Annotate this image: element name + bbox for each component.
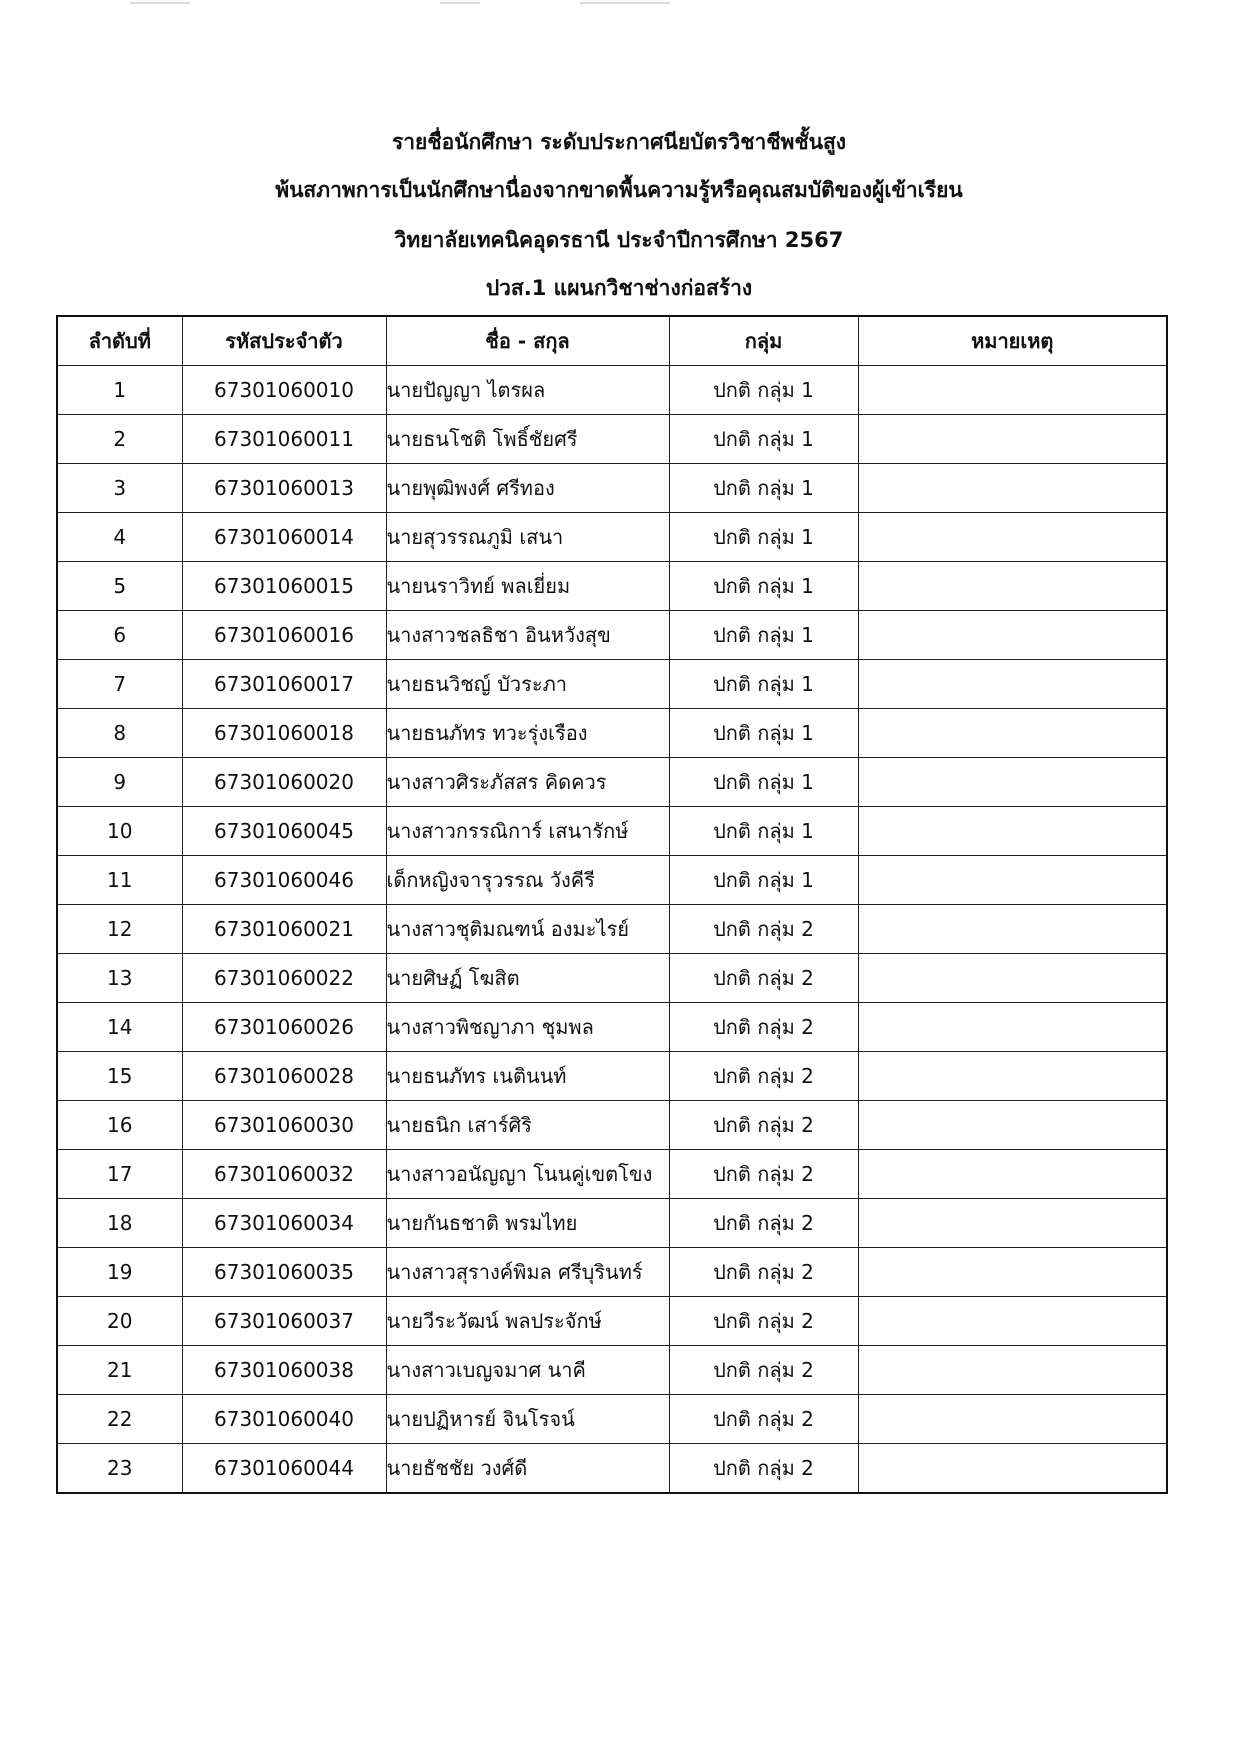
remarks-cell	[858, 1395, 1167, 1444]
student-name: นายสุวรรณภูมิ เสนา	[386, 513, 669, 562]
row-number: 7	[57, 660, 182, 709]
table-row	[57, 954, 1167, 1003]
table-row	[57, 709, 1167, 758]
student-name: เด็กหญิงจารุวรรณ วังคีรี	[386, 856, 669, 905]
student-name: นายธัชชัย วงศ์ดี	[386, 1444, 669, 1494]
student-id: 67301060013	[182, 464, 386, 513]
student-name: นายวีระวัฒน์ พลประจักษ์	[386, 1297, 669, 1346]
student-name: นายธนภัทร เนตินนท์	[386, 1052, 669, 1101]
row-number: 4	[57, 513, 182, 562]
student-id: 67301060046	[182, 856, 386, 905]
remarks-cell	[858, 807, 1167, 856]
student-name: นายธนิก เสาร์ศิริ	[386, 1101, 669, 1150]
student-name: นางสาวเบญจมาศ นาคี	[386, 1346, 669, 1395]
remarks-cell	[858, 1297, 1167, 1346]
student-name: นายธนโชติ โพธิ์ชัยศรี	[386, 415, 669, 464]
student-id: 67301060010	[182, 366, 386, 415]
student-id: 67301060018	[182, 709, 386, 758]
table-row	[57, 1297, 1167, 1346]
student-name: นายศิษฏ์ โฆสิต	[386, 954, 669, 1003]
student-group: ปกติ กลุ่ม 2	[669, 954, 858, 1003]
student-group: ปกติ กลุ่ม 2	[669, 1346, 858, 1395]
student-id: 67301060032	[182, 1150, 386, 1199]
remarks-cell	[858, 660, 1167, 709]
row-number: 17	[57, 1150, 182, 1199]
table-row	[57, 758, 1167, 807]
column-header-number: ลำดับที่	[57, 316, 182, 366]
student-group: ปกติ กลุ่ม 2	[669, 1199, 858, 1248]
remarks-cell	[858, 709, 1167, 758]
table-row	[57, 1150, 1167, 1199]
row-number: 6	[57, 611, 182, 660]
remarks-cell	[858, 464, 1167, 513]
remarks-cell	[858, 611, 1167, 660]
student-group: ปกติ กลุ่ม 2	[669, 1395, 858, 1444]
row-number: 10	[57, 807, 182, 856]
student-name: นางสาวกรรณิการ์ เสนารักษ์	[386, 807, 669, 856]
table-row	[57, 366, 1167, 415]
remarks-cell	[858, 954, 1167, 1003]
student-name: นางสาวชลธิชา อินหวังสุข	[386, 611, 669, 660]
student-name: นางสาวศิระภัสสร คิดควร	[386, 758, 669, 807]
remarks-cell	[858, 562, 1167, 611]
table-row	[57, 1444, 1167, 1494]
student-name: นายพุฒิพงศ์ ศรีทอง	[386, 464, 669, 513]
student-group: ปกติ กลุ่ม 2	[669, 1248, 858, 1297]
student-id: 67301060026	[182, 1003, 386, 1052]
row-number: 12	[57, 905, 182, 954]
remarks-cell	[858, 1199, 1167, 1248]
remarks-cell	[858, 415, 1167, 464]
student-group: ปกติ กลุ่ม 2	[669, 905, 858, 954]
student-group: ปกติ กลุ่ม 2	[669, 1101, 858, 1150]
row-number: 21	[57, 1346, 182, 1395]
student-group: ปกติ กลุ่ม 1	[669, 513, 858, 562]
remarks-cell	[858, 758, 1167, 807]
student-table	[56, 315, 1168, 1494]
row-number: 19	[57, 1248, 182, 1297]
student-group: ปกติ กลุ่ม 1	[669, 611, 858, 660]
row-number: 15	[57, 1052, 182, 1101]
student-name: นายธนวิชญ์ บัวระภา	[386, 660, 669, 709]
remarks-cell	[858, 856, 1167, 905]
row-number: 13	[57, 954, 182, 1003]
scan-artifact	[440, 2, 480, 4]
student-group: ปกติ กลุ่ม 1	[669, 856, 858, 905]
row-number: 3	[57, 464, 182, 513]
table-row	[57, 1248, 1167, 1297]
remarks-cell	[858, 1248, 1167, 1297]
student-id: 67301060040	[182, 1395, 386, 1444]
column-header-group: กลุ่ม	[669, 316, 858, 366]
student-group: ปกติ กลุ่ม 2	[669, 1052, 858, 1101]
table-row	[57, 1199, 1167, 1248]
row-number: 8	[57, 709, 182, 758]
student-id: 67301060038	[182, 1346, 386, 1395]
row-number: 14	[57, 1003, 182, 1052]
student-group: ปกติ กลุ่ม 1	[669, 562, 858, 611]
column-header-remarks: หมายเหตุ	[858, 316, 1167, 366]
student-id: 67301060020	[182, 758, 386, 807]
student-group: ปกติ กลุ่ม 1	[669, 464, 858, 513]
student-id: 67301060022	[182, 954, 386, 1003]
student-id: 67301060017	[182, 660, 386, 709]
institution-line: วิทยาลัยเทคนิคอุดรธานี ประจำปีการศึกษา 2567	[394, 228, 844, 252]
student-name: นางสาวชุติมณฑน์ องมะไรย์	[386, 905, 669, 954]
row-number: 16	[57, 1101, 182, 1150]
student-group: ปกติ กลุ่ม 2	[669, 1444, 858, 1494]
student-group: ปกติ กลุ่ม 1	[669, 807, 858, 856]
student-id: 67301060030	[182, 1101, 386, 1150]
row-number: 23	[57, 1444, 182, 1494]
student-name: นายกันธชาติ พรมไทย	[386, 1199, 669, 1248]
student-id: 67301060028	[182, 1052, 386, 1101]
column-header-student-id: รหัสประจำตัว	[182, 316, 386, 366]
table-row	[57, 513, 1167, 562]
student-name: นายปัญญา ไตรผล	[386, 366, 669, 415]
student-id: 67301060015	[182, 562, 386, 611]
student-id: 67301060034	[182, 1199, 386, 1248]
row-number: 18	[57, 1199, 182, 1248]
row-number: 2	[57, 415, 182, 464]
remarks-cell	[858, 1101, 1167, 1150]
table-row	[57, 1101, 1167, 1150]
document-subtitle: พ้นสภาพการเป็นนักศึกษานื่องจากขาดพื้นความรู้หรือคุณสมบัติของผู้เข้าเรียน	[275, 178, 963, 202]
student-group: ปกติ กลุ่ม 2	[669, 1150, 858, 1199]
row-number: 11	[57, 856, 182, 905]
remarks-cell	[858, 1003, 1167, 1052]
student-name: นายนราวิทย์ พลเยี่ยม	[386, 562, 669, 611]
remarks-cell	[858, 1444, 1167, 1494]
remarks-cell	[858, 905, 1167, 954]
student-group: ปกติ กลุ่ม 2	[669, 1297, 858, 1346]
student-group: ปกติ กลุ่ม 1	[669, 758, 858, 807]
student-name: นางสาวอนัญญา โนนคู่เขตโขง	[386, 1150, 669, 1199]
student-group: ปกติ กลุ่ม 1	[669, 366, 858, 415]
table-row	[57, 905, 1167, 954]
table-row	[57, 562, 1167, 611]
table-row	[57, 1346, 1167, 1395]
table-row	[57, 611, 1167, 660]
student-id: 67301060021	[182, 905, 386, 954]
student-group: ปกติ กลุ่ม 2	[669, 1003, 858, 1052]
remarks-cell	[858, 1346, 1167, 1395]
student-name: นางสาวสุรางค์พิมล ศรีบุรินทร์	[386, 1248, 669, 1297]
student-group: ปกติ กลุ่ม 1	[669, 709, 858, 758]
remarks-cell	[858, 1150, 1167, 1199]
row-number: 9	[57, 758, 182, 807]
row-number: 1	[57, 366, 182, 415]
student-name: นางสาวพิชญาภา ชุมพล	[386, 1003, 669, 1052]
student-id: 67301060045	[182, 807, 386, 856]
remarks-cell	[858, 513, 1167, 562]
table-row	[57, 464, 1167, 513]
student-name: นายปฏิหารย์ จินโรจน์	[386, 1395, 669, 1444]
table-row	[57, 856, 1167, 905]
student-id: 67301060011	[182, 415, 386, 464]
student-id: 67301060035	[182, 1248, 386, 1297]
student-id: 67301060016	[182, 611, 386, 660]
student-name: นายธนภัทร ทวะรุ่งเรือง	[386, 709, 669, 758]
column-header-full-name: ชื่อ - สกุล	[386, 316, 669, 366]
table-row	[57, 415, 1167, 464]
row-number: 22	[57, 1395, 182, 1444]
scan-artifact	[580, 2, 670, 4]
table-row	[57, 1003, 1167, 1052]
table-row	[57, 660, 1167, 709]
remarks-cell	[858, 366, 1167, 415]
scan-artifact	[130, 2, 190, 4]
row-number: 20	[57, 1297, 182, 1346]
document-title: รายชื่อนักศึกษา ระดับประกาศนียบัตรวิชาชีพชั้นสูง	[391, 130, 847, 154]
table-row	[57, 1052, 1167, 1101]
student-id: 67301060044	[182, 1444, 386, 1494]
student-group: ปกติ กลุ่ม 1	[669, 660, 858, 709]
department-line: ปวส.1 แผนกวิชาช่างก่อสร้าง	[485, 276, 753, 300]
student-id: 67301060037	[182, 1297, 386, 1346]
table-row	[57, 1395, 1167, 1444]
remarks-cell	[858, 1052, 1167, 1101]
student-id: 67301060014	[182, 513, 386, 562]
row-number: 5	[57, 562, 182, 611]
student-group: ปกติ กลุ่ม 1	[669, 415, 858, 464]
table-header-row	[57, 316, 1167, 366]
table-row	[57, 807, 1167, 856]
